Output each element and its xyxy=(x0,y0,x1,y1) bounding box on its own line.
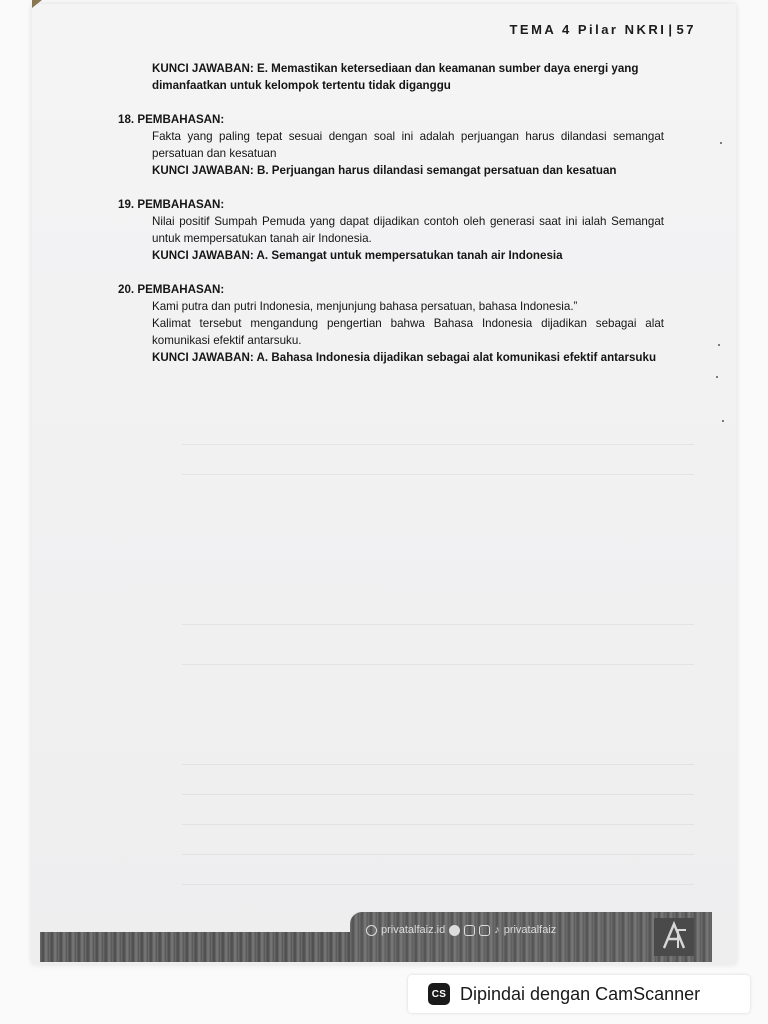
explanation-heading: 19. PEMBAHASAN: xyxy=(118,198,225,211)
tiktok-icon: ♪ xyxy=(494,924,500,936)
footer-handle: privatalfaiz xyxy=(503,924,557,936)
answer-key: KUNCI JAWABAN: B. Perjuangan harus dilandasi semangat persatuan dan kesatuan xyxy=(152,164,617,177)
instagram-icon xyxy=(479,925,490,936)
footer-social xyxy=(366,924,556,936)
camscanner-watermark xyxy=(408,975,750,1013)
explanation-text: Kalimat tersebut mengandung pengertian bahwa Bahasa Indonesia dijadikan sebagai alat komunikasi efektif antarsuku. xyxy=(152,317,664,347)
answer-explanations xyxy=(118,60,664,383)
page-number: 57 xyxy=(676,22,696,37)
facebook-icon xyxy=(449,925,460,936)
answer-key: KUNCI JAWABAN: E. Memastikan ketersediaan dan keamanan sumber daya energi yang dimanfaatkan untuk kelompok tertentu tidak diganggu xyxy=(152,62,639,92)
carry-over-block xyxy=(118,60,664,94)
header-title: Pilar NKRI xyxy=(577,22,667,37)
explanation-text: Nilai positif Sumpah Pemuda yang dapat dijadikan contoh oleh generasi saat ini ialah Semangat untuk mempersatukan tanah air Indonesia. xyxy=(152,215,664,245)
camscanner-logo: CS xyxy=(428,983,450,1005)
globe-icon xyxy=(366,925,377,936)
header-separator: | xyxy=(668,22,675,37)
answer-key: KUNCI JAWABAN: A. Bahasa Indonesia dijadikan sebagai alat komunikasi efektif antarsuku xyxy=(152,351,657,364)
publisher-logo xyxy=(654,918,694,956)
youtube-icon xyxy=(464,925,475,936)
explanation-heading: 18. PEMBAHASAN: xyxy=(118,113,225,126)
running-header xyxy=(509,22,696,37)
header-theme: TEMA 4 xyxy=(509,22,572,37)
page-corner-fold xyxy=(32,0,42,8)
footer-website: privatalfaiz.id xyxy=(381,924,446,936)
quoted-pledge-text: Kami putra dan putri Indonesia, menjunjung bahasa persatuan, bahasa Indonesia.” xyxy=(152,300,578,313)
explanation-item-19 xyxy=(118,196,664,264)
explanation-text: Fakta yang paling tepat sesuai dengan soal ini adalah perjuangan harus dilandasi semangat persatuan dan kesatuan xyxy=(152,130,664,160)
camscanner-label: Dipindai dengan CamScanner xyxy=(460,983,701,1004)
answer-key: KUNCI JAWABAN: A. Semangat untuk mempersatukan tanah air Indonesia xyxy=(152,249,563,262)
explanation-heading: 20. PEMBAHASAN: xyxy=(118,283,225,296)
explanation-item-18 xyxy=(118,111,664,179)
explanation-item-20 xyxy=(118,281,664,366)
